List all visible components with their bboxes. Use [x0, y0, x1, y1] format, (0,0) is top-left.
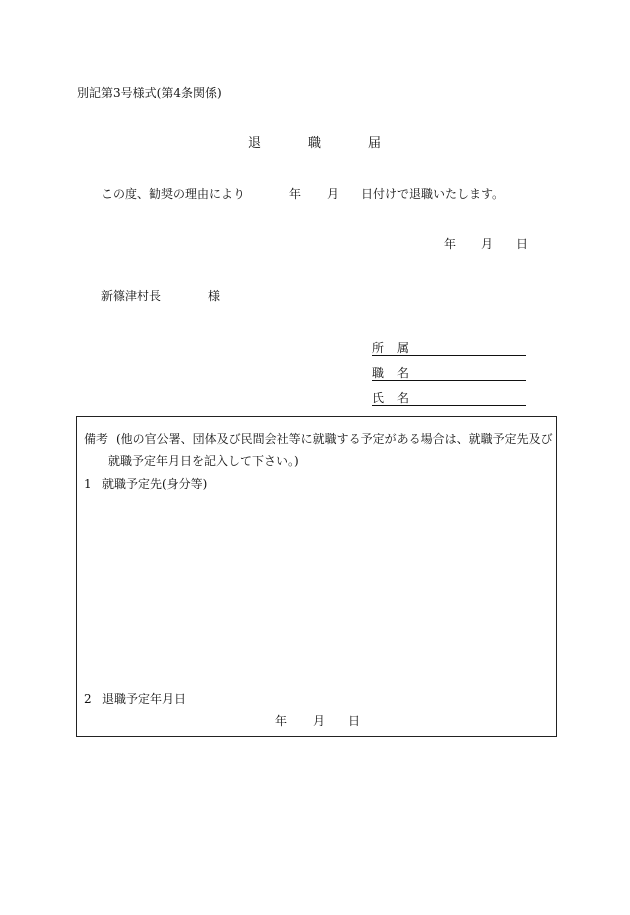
- submission-month: 月: [481, 237, 494, 251]
- affiliation-label-1: 所: [372, 341, 385, 355]
- expected-date-day: 日: [348, 714, 361, 728]
- statement-year: 年: [289, 187, 302, 201]
- affiliation-field[interactable]: [372, 342, 526, 356]
- title-char-3: 届: [368, 136, 382, 151]
- expected-date-year: 年: [275, 714, 288, 728]
- remarks-note-line-1: (他の官公署、団体及び民間会社等に就職する予定がある場合は、就職予定先及び: [116, 432, 553, 446]
- position-label-2: 名: [397, 366, 410, 380]
- title-char-2: 職: [308, 136, 322, 151]
- remarks-box: [76, 416, 557, 737]
- addressee: [101, 289, 221, 303]
- affiliation-label-2: 属: [397, 341, 410, 355]
- name-label-1: 氏: [372, 391, 385, 405]
- item-2-number: 2: [84, 692, 92, 706]
- expected-date-month: 月: [313, 714, 326, 728]
- addressee-honorific: 様: [208, 289, 221, 303]
- document-title: [0, 137, 630, 151]
- remarks-heading: 備考: [84, 432, 109, 446]
- position-field[interactable]: [372, 367, 526, 381]
- item-2-label: 退職予定年月日: [102, 692, 187, 706]
- item-1-number: 1: [84, 477, 92, 491]
- statement-month: 月: [327, 187, 340, 201]
- remarks-note-line-2: 就職予定年月日を記入して下さい。): [108, 454, 299, 468]
- name-label-2: 名: [397, 391, 410, 405]
- submission-date: [0, 238, 630, 252]
- employment-destination-area[interactable]: [83, 497, 549, 677]
- statement-day-suffix: 日付けで退職いたします。: [361, 187, 505, 201]
- reason-text: この度、勧奨の理由により: [101, 187, 246, 201]
- submission-year: 年: [444, 237, 457, 251]
- submission-day: 日: [516, 237, 529, 251]
- position-label-1: 職: [372, 366, 385, 380]
- addressee-name: 新篠津村長: [101, 289, 162, 303]
- title-char-1: 退: [248, 136, 262, 151]
- item-1-label: 就職予定先(身分等): [102, 477, 208, 491]
- form-number: 別記第3号様式(第4条関係): [77, 86, 222, 100]
- name-field[interactable]: [372, 392, 526, 406]
